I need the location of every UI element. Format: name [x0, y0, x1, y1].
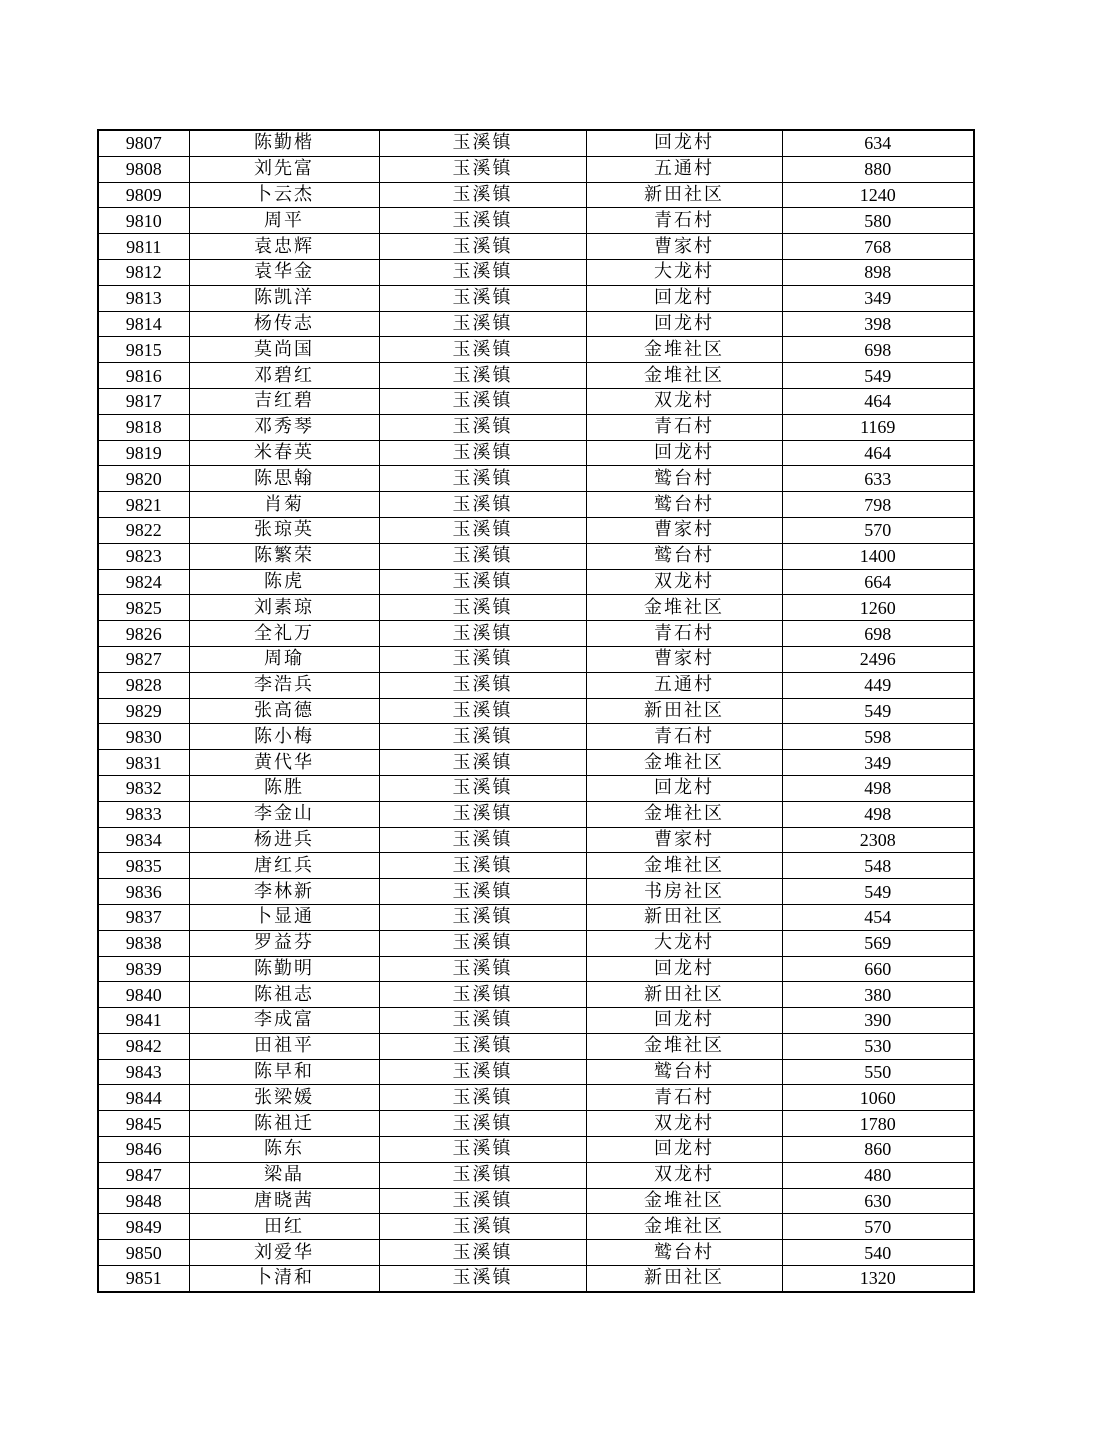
village-cell: 新田社区 — [586, 698, 782, 724]
town-cell: 玉溪镇 — [379, 285, 586, 311]
table-row — [98, 750, 974, 776]
village-cell: 曹家村 — [586, 234, 782, 260]
town-cell: 玉溪镇 — [379, 672, 586, 698]
table-row — [98, 672, 974, 698]
village-cell: 双龙村 — [586, 1111, 782, 1137]
amount-cell: 860 — [782, 1137, 974, 1163]
town-cell: 玉溪镇 — [379, 621, 586, 647]
village-cell: 青石村 — [586, 724, 782, 750]
town-cell: 玉溪镇 — [379, 595, 586, 621]
row-number-cell: 9812 — [98, 259, 189, 285]
data-table — [97, 129, 975, 1293]
name-cell: 卜清和 — [189, 1266, 379, 1292]
row-number-cell: 9819 — [98, 440, 189, 466]
village-cell: 鹫台村 — [586, 1240, 782, 1266]
row-number-cell: 9809 — [98, 182, 189, 208]
row-number-cell: 9811 — [98, 234, 189, 260]
amount-cell: 2308 — [782, 827, 974, 853]
village-cell: 曹家村 — [586, 646, 782, 672]
village-cell: 鹫台村 — [586, 1059, 782, 1085]
table-row — [98, 311, 974, 337]
name-cell: 张高德 — [189, 698, 379, 724]
row-number-cell: 9838 — [98, 930, 189, 956]
row-number-cell: 9836 — [98, 879, 189, 905]
name-cell: 卜云杰 — [189, 182, 379, 208]
name-cell: 陈凯洋 — [189, 285, 379, 311]
row-number-cell: 9848 — [98, 1188, 189, 1214]
village-cell: 双龙村 — [586, 1162, 782, 1188]
village-cell: 大龙村 — [586, 930, 782, 956]
name-cell: 张梁媛 — [189, 1085, 379, 1111]
row-number-cell: 9841 — [98, 1008, 189, 1034]
row-number-cell: 9817 — [98, 388, 189, 414]
row-number-cell: 9808 — [98, 156, 189, 182]
name-cell: 米春英 — [189, 440, 379, 466]
village-cell: 青石村 — [586, 208, 782, 234]
table-row — [98, 517, 974, 543]
amount-cell: 798 — [782, 492, 974, 518]
name-cell: 唐晓茜 — [189, 1188, 379, 1214]
table-row — [98, 156, 974, 182]
town-cell: 玉溪镇 — [379, 1033, 586, 1059]
row-number-cell: 9847 — [98, 1162, 189, 1188]
village-cell: 金堆社区 — [586, 1188, 782, 1214]
amount-cell: 349 — [782, 750, 974, 776]
village-cell: 回龙村 — [586, 956, 782, 982]
table-row — [98, 569, 974, 595]
town-cell: 玉溪镇 — [379, 311, 586, 337]
table-row — [98, 208, 974, 234]
table-row — [98, 414, 974, 440]
village-cell: 大龙村 — [586, 259, 782, 285]
amount-cell: 1169 — [782, 414, 974, 440]
town-cell: 玉溪镇 — [379, 853, 586, 879]
row-number-cell: 9816 — [98, 363, 189, 389]
town-cell: 玉溪镇 — [379, 130, 586, 156]
town-cell: 玉溪镇 — [379, 775, 586, 801]
amount-cell: 464 — [782, 388, 974, 414]
table-row — [98, 234, 974, 260]
village-cell: 鹫台村 — [586, 466, 782, 492]
village-cell: 回龙村 — [586, 311, 782, 337]
amount-cell: 540 — [782, 1240, 974, 1266]
amount-cell: 480 — [782, 1162, 974, 1188]
table-row — [98, 492, 974, 518]
village-cell: 金堆社区 — [586, 363, 782, 389]
village-cell: 双龙村 — [586, 569, 782, 595]
table-row — [98, 466, 974, 492]
table-row — [98, 285, 974, 311]
amount-cell: 550 — [782, 1059, 974, 1085]
row-number-cell: 9834 — [98, 827, 189, 853]
village-cell: 新田社区 — [586, 1266, 782, 1292]
village-cell: 回龙村 — [586, 775, 782, 801]
row-number-cell: 9844 — [98, 1085, 189, 1111]
town-cell: 玉溪镇 — [379, 388, 586, 414]
town-cell: 玉溪镇 — [379, 337, 586, 363]
table-row — [98, 259, 974, 285]
table-row — [98, 595, 974, 621]
village-cell: 金堆社区 — [586, 1033, 782, 1059]
row-number-cell: 9833 — [98, 801, 189, 827]
village-cell: 回龙村 — [586, 130, 782, 156]
amount-cell: 634 — [782, 130, 974, 156]
name-cell: 卜显通 — [189, 904, 379, 930]
village-cell: 金堆社区 — [586, 750, 782, 776]
table-row — [98, 1266, 974, 1292]
row-number-cell: 9823 — [98, 543, 189, 569]
village-cell: 新田社区 — [586, 982, 782, 1008]
name-cell: 杨传志 — [189, 311, 379, 337]
amount-cell: 630 — [782, 1188, 974, 1214]
town-cell: 玉溪镇 — [379, 982, 586, 1008]
name-cell: 陈小梅 — [189, 724, 379, 750]
town-cell: 玉溪镇 — [379, 517, 586, 543]
row-number-cell: 9826 — [98, 621, 189, 647]
name-cell: 李成富 — [189, 1008, 379, 1034]
amount-cell: 1400 — [782, 543, 974, 569]
name-cell: 全礼万 — [189, 621, 379, 647]
town-cell: 玉溪镇 — [379, 1008, 586, 1034]
town-cell: 玉溪镇 — [379, 1162, 586, 1188]
table-row — [98, 363, 974, 389]
table-row — [98, 388, 974, 414]
village-cell: 新田社区 — [586, 904, 782, 930]
table-row — [98, 1214, 974, 1240]
table-row — [98, 724, 974, 750]
amount-cell: 698 — [782, 621, 974, 647]
village-cell: 鹫台村 — [586, 543, 782, 569]
amount-cell: 598 — [782, 724, 974, 750]
table-row — [98, 853, 974, 879]
row-number-cell: 9810 — [98, 208, 189, 234]
row-number-cell: 9842 — [98, 1033, 189, 1059]
village-cell: 鹫台村 — [586, 492, 782, 518]
row-number-cell: 9813 — [98, 285, 189, 311]
amount-cell: 390 — [782, 1008, 974, 1034]
town-cell: 玉溪镇 — [379, 1137, 586, 1163]
name-cell: 邓秀琴 — [189, 414, 379, 440]
amount-cell: 380 — [782, 982, 974, 1008]
name-cell: 陈思翰 — [189, 466, 379, 492]
row-number-cell: 9814 — [98, 311, 189, 337]
amount-cell: 349 — [782, 285, 974, 311]
table-row — [98, 827, 974, 853]
row-number-cell: 9849 — [98, 1214, 189, 1240]
town-cell: 玉溪镇 — [379, 182, 586, 208]
town-cell: 玉溪镇 — [379, 440, 586, 466]
row-number-cell: 9831 — [98, 750, 189, 776]
village-cell: 回龙村 — [586, 1008, 782, 1034]
name-cell: 陈早和 — [189, 1059, 379, 1085]
amount-cell: 569 — [782, 930, 974, 956]
row-number-cell: 9845 — [98, 1111, 189, 1137]
name-cell: 袁忠辉 — [189, 234, 379, 260]
town-cell: 玉溪镇 — [379, 208, 586, 234]
amount-cell: 454 — [782, 904, 974, 930]
amount-cell: 1240 — [782, 182, 974, 208]
name-cell: 刘素琼 — [189, 595, 379, 621]
town-cell: 玉溪镇 — [379, 956, 586, 982]
table-row — [98, 1162, 974, 1188]
table-row — [98, 904, 974, 930]
name-cell: 黄代华 — [189, 750, 379, 776]
table-row — [98, 1085, 974, 1111]
town-cell: 玉溪镇 — [379, 698, 586, 724]
row-number-cell: 9851 — [98, 1266, 189, 1292]
name-cell: 陈勤明 — [189, 956, 379, 982]
amount-cell: 580 — [782, 208, 974, 234]
amount-cell: 660 — [782, 956, 974, 982]
table-row — [98, 1240, 974, 1266]
name-cell: 田祖平 — [189, 1033, 379, 1059]
table-row — [98, 337, 974, 363]
amount-cell: 880 — [782, 156, 974, 182]
town-cell: 玉溪镇 — [379, 1188, 586, 1214]
amount-cell: 898 — [782, 259, 974, 285]
village-cell: 回龙村 — [586, 1137, 782, 1163]
row-number-cell: 9825 — [98, 595, 189, 621]
table-row — [98, 775, 974, 801]
town-cell: 玉溪镇 — [379, 1059, 586, 1085]
name-cell: 周平 — [189, 208, 379, 234]
name-cell: 陈东 — [189, 1137, 379, 1163]
name-cell: 李浩兵 — [189, 672, 379, 698]
village-cell: 青石村 — [586, 1085, 782, 1111]
amount-cell: 664 — [782, 569, 974, 595]
table-row — [98, 182, 974, 208]
name-cell: 陈勤楷 — [189, 130, 379, 156]
table-row — [98, 1111, 974, 1137]
town-cell: 玉溪镇 — [379, 801, 586, 827]
name-cell: 唐红兵 — [189, 853, 379, 879]
name-cell: 陈祖迁 — [189, 1111, 379, 1137]
row-number-cell: 9846 — [98, 1137, 189, 1163]
row-number-cell: 9824 — [98, 569, 189, 595]
amount-cell: 698 — [782, 337, 974, 363]
amount-cell: 570 — [782, 1214, 974, 1240]
town-cell: 玉溪镇 — [379, 930, 586, 956]
town-cell: 玉溪镇 — [379, 543, 586, 569]
village-cell: 五通村 — [586, 156, 782, 182]
village-cell: 书房社区 — [586, 879, 782, 905]
name-cell: 袁华金 — [189, 259, 379, 285]
row-number-cell: 9837 — [98, 904, 189, 930]
row-number-cell: 9820 — [98, 466, 189, 492]
row-number-cell: 9822 — [98, 517, 189, 543]
village-cell: 曹家村 — [586, 517, 782, 543]
table-row — [98, 1008, 974, 1034]
amount-cell: 768 — [782, 234, 974, 260]
village-cell: 双龙村 — [586, 388, 782, 414]
town-cell: 玉溪镇 — [379, 156, 586, 182]
name-cell: 田红 — [189, 1214, 379, 1240]
amount-cell: 548 — [782, 853, 974, 879]
town-cell: 玉溪镇 — [379, 724, 586, 750]
table-row — [98, 1059, 974, 1085]
amount-cell: 449 — [782, 672, 974, 698]
town-cell: 玉溪镇 — [379, 646, 586, 672]
town-cell: 玉溪镇 — [379, 569, 586, 595]
town-cell: 玉溪镇 — [379, 466, 586, 492]
village-cell: 金堆社区 — [586, 853, 782, 879]
name-cell: 邓碧红 — [189, 363, 379, 389]
town-cell: 玉溪镇 — [379, 1266, 586, 1292]
town-cell: 玉溪镇 — [379, 904, 586, 930]
town-cell: 玉溪镇 — [379, 363, 586, 389]
name-cell: 陈繁荣 — [189, 543, 379, 569]
row-number-cell: 9840 — [98, 982, 189, 1008]
name-cell: 杨进兵 — [189, 827, 379, 853]
table-row — [98, 543, 974, 569]
village-cell: 青石村 — [586, 621, 782, 647]
row-number-cell: 9839 — [98, 956, 189, 982]
table-body — [98, 130, 974, 1292]
table-row — [98, 440, 974, 466]
town-cell: 玉溪镇 — [379, 827, 586, 853]
town-cell: 玉溪镇 — [379, 1240, 586, 1266]
row-number-cell: 9807 — [98, 130, 189, 156]
amount-cell: 530 — [782, 1033, 974, 1059]
name-cell: 刘爱华 — [189, 1240, 379, 1266]
row-number-cell: 9832 — [98, 775, 189, 801]
row-number-cell: 9815 — [98, 337, 189, 363]
amount-cell: 464 — [782, 440, 974, 466]
table-row — [98, 1188, 974, 1214]
table-row — [98, 801, 974, 827]
town-cell: 玉溪镇 — [379, 259, 586, 285]
amount-cell: 1260 — [782, 595, 974, 621]
table-row — [98, 956, 974, 982]
amount-cell: 549 — [782, 698, 974, 724]
amount-cell: 1060 — [782, 1085, 974, 1111]
row-number-cell: 9821 — [98, 492, 189, 518]
row-number-cell: 9827 — [98, 646, 189, 672]
village-cell: 金堆社区 — [586, 1214, 782, 1240]
table-row — [98, 1137, 974, 1163]
row-number-cell: 9850 — [98, 1240, 189, 1266]
name-cell: 周瑜 — [189, 646, 379, 672]
amount-cell: 570 — [782, 517, 974, 543]
town-cell: 玉溪镇 — [379, 1085, 586, 1111]
table-row — [98, 1033, 974, 1059]
village-cell: 金堆社区 — [586, 595, 782, 621]
name-cell: 陈虎 — [189, 569, 379, 595]
table-row — [98, 646, 974, 672]
town-cell: 玉溪镇 — [379, 492, 586, 518]
name-cell: 陈祖志 — [189, 982, 379, 1008]
row-number-cell: 9818 — [98, 414, 189, 440]
row-number-cell: 9843 — [98, 1059, 189, 1085]
table-row — [98, 930, 974, 956]
village-cell: 青石村 — [586, 414, 782, 440]
amount-cell: 2496 — [782, 646, 974, 672]
table-row — [98, 698, 974, 724]
row-number-cell: 9830 — [98, 724, 189, 750]
name-cell: 张琼英 — [189, 517, 379, 543]
table-row — [98, 879, 974, 905]
town-cell: 玉溪镇 — [379, 414, 586, 440]
village-cell: 新田社区 — [586, 182, 782, 208]
amount-cell: 633 — [782, 466, 974, 492]
village-cell: 回龙村 — [586, 285, 782, 311]
village-cell: 金堆社区 — [586, 337, 782, 363]
town-cell: 玉溪镇 — [379, 1214, 586, 1240]
row-number-cell: 9828 — [98, 672, 189, 698]
amount-cell: 398 — [782, 311, 974, 337]
amount-cell: 498 — [782, 775, 974, 801]
name-cell: 莫尚国 — [189, 337, 379, 363]
town-cell: 玉溪镇 — [379, 234, 586, 260]
village-cell: 五通村 — [586, 672, 782, 698]
village-cell: 曹家村 — [586, 827, 782, 853]
amount-cell: 1780 — [782, 1111, 974, 1137]
name-cell: 肖菊 — [189, 492, 379, 518]
name-cell: 刘先富 — [189, 156, 379, 182]
amount-cell: 549 — [782, 363, 974, 389]
village-cell: 回龙村 — [586, 440, 782, 466]
row-number-cell: 9835 — [98, 853, 189, 879]
town-cell: 玉溪镇 — [379, 1111, 586, 1137]
table-row — [98, 130, 974, 156]
village-cell: 金堆社区 — [586, 801, 782, 827]
town-cell: 玉溪镇 — [379, 750, 586, 776]
amount-cell: 549 — [782, 879, 974, 905]
name-cell: 李林新 — [189, 879, 379, 905]
name-cell: 李金山 — [189, 801, 379, 827]
name-cell: 吉红碧 — [189, 388, 379, 414]
name-cell: 陈胜 — [189, 775, 379, 801]
town-cell: 玉溪镇 — [379, 879, 586, 905]
row-number-cell: 9829 — [98, 698, 189, 724]
table-row — [98, 621, 974, 647]
name-cell: 梁晶 — [189, 1162, 379, 1188]
amount-cell: 1320 — [782, 1266, 974, 1292]
name-cell: 罗益芬 — [189, 930, 379, 956]
table-row — [98, 982, 974, 1008]
amount-cell: 498 — [782, 801, 974, 827]
